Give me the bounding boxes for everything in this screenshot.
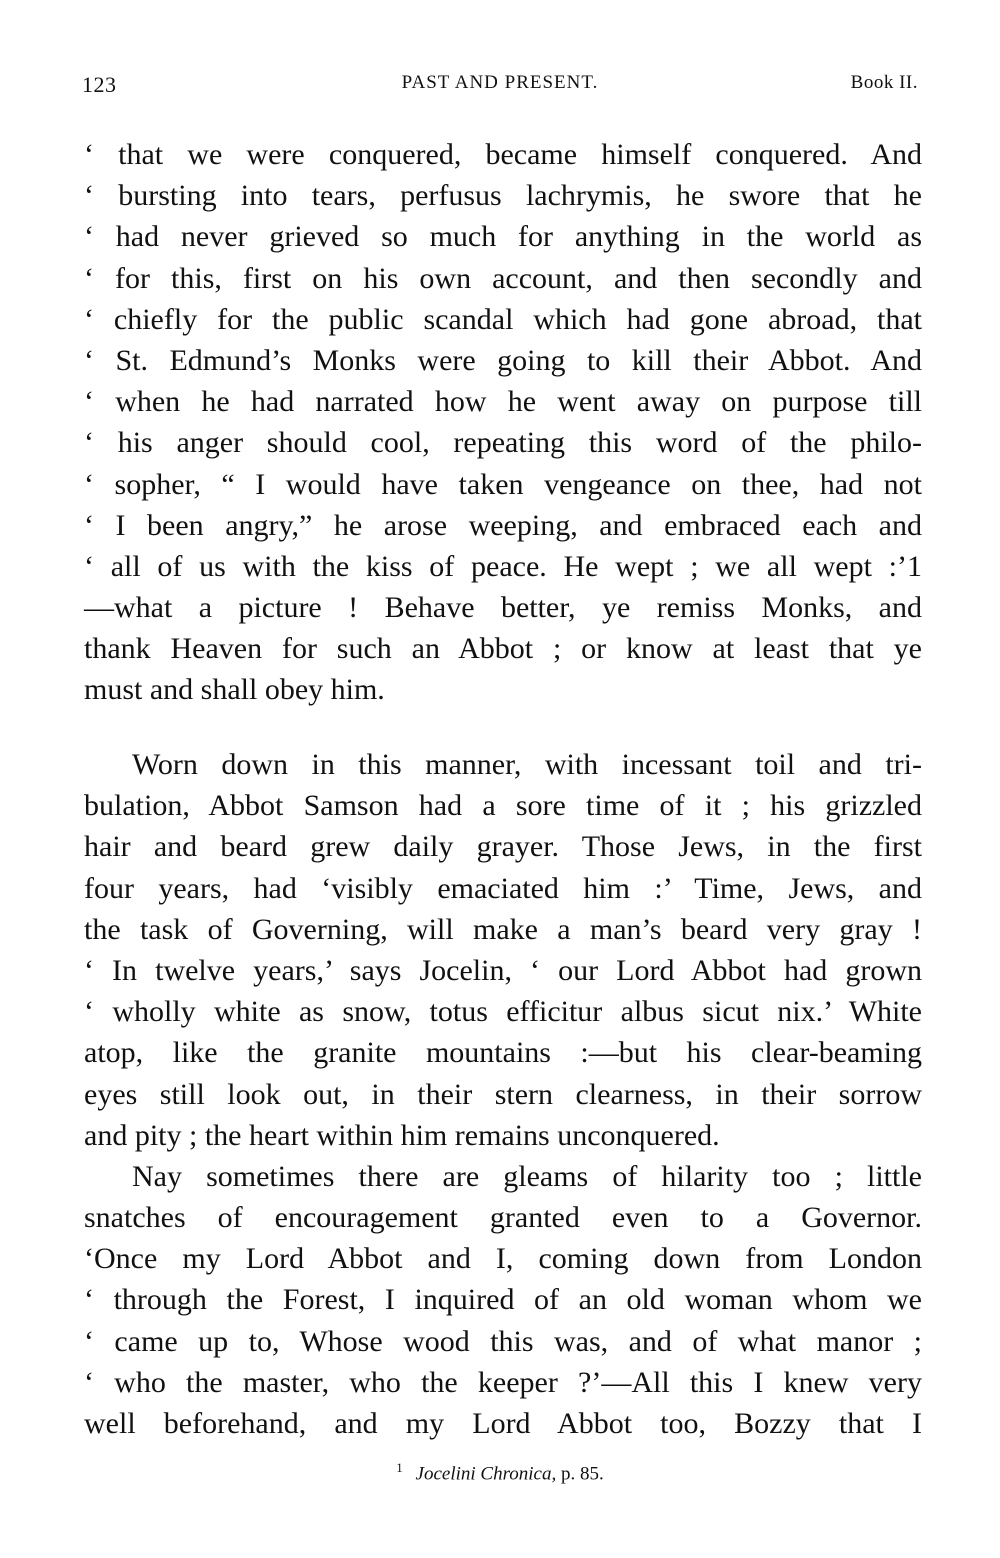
running-header: [82, 72, 918, 102]
body-text-bottom: [84, 744, 922, 1444]
text-line: ‘ wholly white as snow, totus efficitur albus sicut nix.’ White: [84, 995, 922, 1029]
text-line: must and shall obey him.: [84, 673, 385, 707]
footnote-page-reference: p. 85.: [560, 1463, 604, 1485]
text-line: ‘ all of us with the kiss of peace. He wept ; we all wept :’1: [84, 549, 922, 583]
text-line: thank Heaven for such an Abbot ; or know at least that ye: [84, 632, 922, 666]
text-line: Nay sometimes there are gleams of hilarity too ; little: [132, 1159, 922, 1193]
text-line: ‘ I been angry,” he arose weeping, and embraced each and: [84, 508, 922, 542]
text-line: ‘ who the master, who the keeper ?’—All this I knew very: [84, 1365, 922, 1399]
text-line: ‘ bursting into tears, perfusus lachrymis, he swore that he: [84, 179, 922, 213]
text-line: ‘ when he had narrated how he went away on purpose till: [84, 385, 922, 419]
text-line: ‘ In twelve years,’ says Jocelin, ‘ our Lord Abbot had grown: [84, 953, 922, 987]
page-number: 123: [82, 72, 117, 97]
footnote: [0, 1460, 1000, 1485]
text-line: —what a picture ! Behave better, ye remiss Monks, and: [84, 591, 922, 625]
footnote-source-title: Jocelini Chronica,: [415, 1463, 557, 1485]
text-line: the task of Governing, will make a man’s beard very gray !: [84, 912, 922, 946]
text-line: ‘ that we were conquered, became himself conquered. And: [84, 138, 922, 171]
text-line: ‘ through the Forest, I inquired of an old woman whom we: [84, 1283, 922, 1317]
footnote-marker: 1: [396, 1460, 403, 1475]
text-line: ‘ had never grieved so much for anything in the world as: [84, 220, 922, 254]
book-label: Book II.: [850, 72, 918, 93]
text-line: snatches of encouragement granted even to a Governor.: [84, 1201, 922, 1235]
text-line: bulation, Abbot Samson had a sore time of it ; his grizzled: [84, 789, 922, 823]
text-line: ‘ his anger should cool, repeating this word of the philo-: [84, 426, 922, 460]
text-line: and pity ; the heart within him remains unconquered.: [84, 1118, 720, 1152]
text-line: four years, had ‘visibly emaciated him :’ Time, Jews, and: [84, 871, 922, 905]
text-line: atop, like the granite mountains :—but his clear-beaming: [84, 1036, 922, 1070]
text-line: eyes still look out, in their stern clearness, in their sorrow: [84, 1077, 922, 1111]
body-text-top: [84, 134, 922, 711]
text-line: ‘ for this, first on his own account, and then secondly and: [84, 261, 922, 295]
text-line: ‘ chiefly for the public scandal which had gone abroad, that: [84, 302, 922, 336]
text-line: hair and beard grew daily grayer. Those Jews, in the first: [84, 830, 922, 864]
text-line: ‘ came up to, Whose wood this was, and of what manor ;: [84, 1324, 922, 1358]
text-line: ‘ St. Edmund’s Monks were going to kill their Abbot. And: [84, 343, 922, 377]
text-line: ‘Once my Lord Abbot and I, coming down from London: [84, 1242, 922, 1276]
text-line: ‘ sopher, “ I would have taken vengeance on thee, had not: [84, 467, 922, 501]
text-line: Worn down in this manner, with incessant toil and tri-: [132, 748, 922, 781]
running-title: PAST AND PRESENT.: [401, 72, 599, 93]
text-line: well beforehand, and my Lord Abbot too, Bozzy that I: [84, 1407, 922, 1440]
